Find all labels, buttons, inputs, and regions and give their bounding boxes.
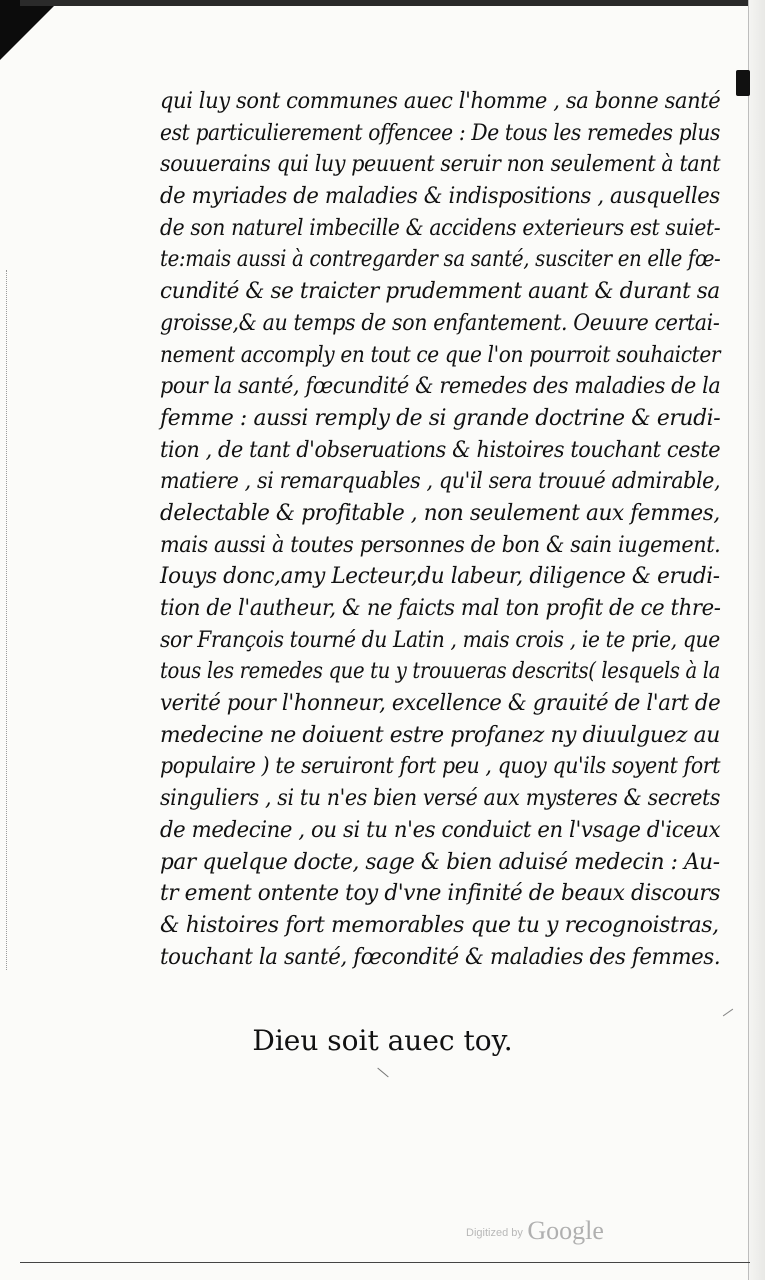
text-line: femme : aussi remply de si grande doctrine & erudi- <box>160 405 721 431</box>
text-line: delectable & profitable , non seulement aux femmes, <box>160 500 720 526</box>
text-line: est particulierement offencee : De tous les remedes plus <box>160 120 721 146</box>
text-line: pour la santé, fœcundité & remedes des maladies de la <box>160 374 721 400</box>
text-line: singuliers , si tu n'es bien versé aux mysteres & secrets <box>160 786 721 812</box>
text-line: tr ement ontente toy d'vne infinité de beaux discours <box>160 881 721 907</box>
text-line: cundité & se traicter prudemment auant & durant sa <box>160 279 720 305</box>
watermark-brand: Google <box>527 1216 604 1245</box>
text-line: touchant la santé, fœcondité & maladies des femmes. <box>160 944 721 970</box>
top-edge <box>20 0 765 6</box>
text-line: tion de l'autheur, & ne faicts mal ton profit de ce thre- <box>160 596 721 621</box>
text-line: qui luy sont communes auec l'homme , sa bonne santé <box>160 89 721 114</box>
text-line: mais aussi à toutes personnes de bon & sain iugement. <box>160 532 721 558</box>
page-right-edge <box>748 0 765 1280</box>
text-line: verité pour l'honneur, excellence & grauité de l'art de <box>160 691 721 717</box>
text-line: medecine ne doiuent estre profanez ny diuulguez au <box>160 722 720 748</box>
stray-mark <box>377 1068 388 1078</box>
margin-mark <box>736 70 750 96</box>
text-line: de medecine , ou si tu n'es conduict en l'vsage d'iceux <box>160 817 721 843</box>
left-margin-marks <box>6 270 11 970</box>
text-line: souuerains qui luy peuuent seruir non seulement à tant <box>160 152 721 178</box>
text-line: sor François tourné du Latin , mais crois , ie te prie, que <box>160 627 720 653</box>
watermark-prefix: Digitized by <box>466 1227 523 1239</box>
text-line: tous les remedes que tu y trouueras descrits( lesquels à la <box>160 659 721 685</box>
text-line: par quelque docte, sage & bien aduisé medecin : Au- <box>160 849 720 875</box>
text-line: tion , de tant d'obseruations & histoires touchant ceste <box>160 437 721 463</box>
text-line: nement accomply en tout ce que l'on pourroit souhaicter <box>160 342 721 368</box>
text-line: matiere , si remarquables , qu'il sera trouué admirable, <box>160 469 721 495</box>
stray-mark <box>723 1009 733 1017</box>
text-line: populaire ) te seruiront fort peu , quoy qu'ils soyent fort <box>160 754 721 780</box>
text-line: groisse,& au temps de son enfantement. Oeuure certai- <box>160 310 720 336</box>
bottom-rule <box>20 1262 750 1263</box>
corner-shadow <box>0 0 60 60</box>
body-text <box>160 86 720 973</box>
text-line: Iouys donc,amy Lecteur,du labeur, diligence & erudi- <box>160 564 720 590</box>
text-line: de myriades de maladies & indispositions , ausquelles <box>160 184 720 210</box>
closing-line: Dieu soit auec toy. <box>252 1024 513 1057</box>
text-line: te:mais aussi à contregarder sa santé, susciter en elle fœ- <box>160 247 721 273</box>
text-line: de son naturel imbecille & accidens exterieurs est suiet- <box>160 215 721 241</box>
watermark <box>466 1216 604 1246</box>
text-line: & histoires fort memorables que tu y recognoistras, <box>160 912 719 938</box>
